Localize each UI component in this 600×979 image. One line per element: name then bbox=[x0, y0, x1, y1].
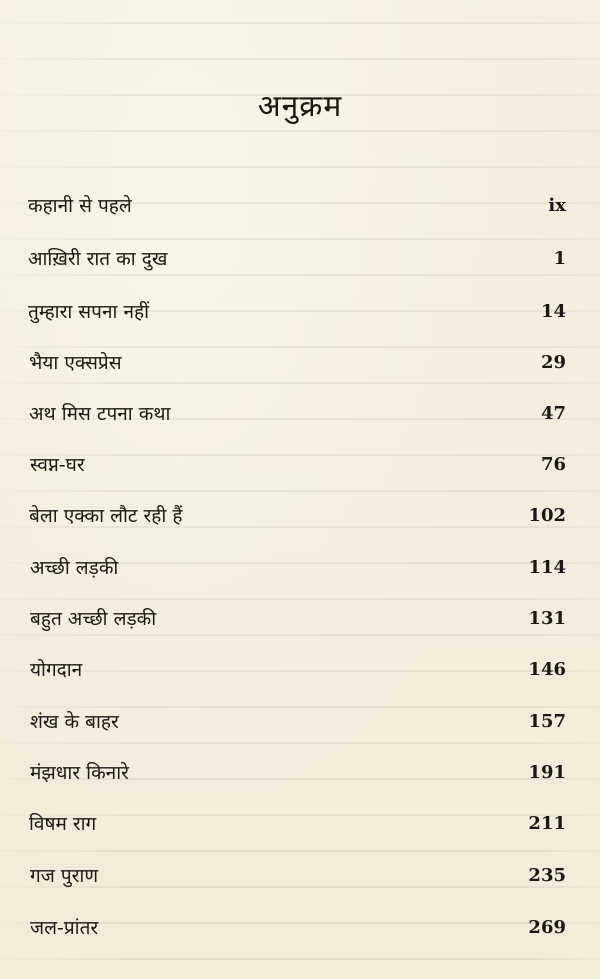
toc-entry bbox=[0, 859, 600, 893]
toc-entry bbox=[0, 911, 600, 945]
toc-entry-title: आख़िरी रात का दुख bbox=[28, 248, 168, 270]
toc-entry-page: 29 bbox=[540, 352, 566, 373]
toc-entry-page: 14 bbox=[540, 301, 566, 322]
toc-entry-title: तुम्हारा सपना नहीं bbox=[28, 301, 150, 323]
toc-entry-page: 102 bbox=[528, 505, 566, 526]
toc-entry-page: 211 bbox=[528, 813, 566, 834]
toc-entry-title: शंख के बाहर bbox=[30, 711, 119, 733]
toc-entry-page: 131 bbox=[528, 608, 566, 629]
toc-entry bbox=[0, 397, 600, 431]
toc-entry bbox=[0, 499, 600, 533]
toc-entry-title: बहुत अच्छी लड़की bbox=[30, 608, 157, 630]
toc-entry bbox=[0, 756, 600, 790]
toc-entry-title: अथ मिस टपना कथा bbox=[29, 403, 171, 425]
toc-entry-title: बेला एक्का लौट रही हैं bbox=[29, 505, 183, 527]
toc-entry bbox=[0, 189, 600, 223]
toc-entry-page: 76 bbox=[540, 454, 566, 475]
toc-entry-page: 191 bbox=[528, 762, 566, 783]
toc-entry bbox=[0, 551, 600, 585]
toc-entry-page: ix bbox=[548, 195, 566, 216]
toc-entry-title: भैया एक्सप्रेस bbox=[29, 352, 122, 374]
toc-entry-page: 157 bbox=[528, 711, 566, 732]
toc-entry-page: 269 bbox=[528, 917, 566, 938]
toc-entry-title: स्वप्न-घर bbox=[30, 454, 85, 476]
toc-entry bbox=[0, 242, 600, 276]
toc-entry bbox=[0, 448, 600, 482]
toc-entry bbox=[0, 295, 600, 329]
toc-entry bbox=[0, 705, 600, 739]
toc-entry-title: गज पुराण bbox=[30, 865, 99, 887]
toc-entry-page: 235 bbox=[528, 865, 566, 886]
toc-entry bbox=[0, 602, 600, 636]
toc-entry-title: अच्छी लड़की bbox=[30, 557, 119, 579]
toc-entry-page: 114 bbox=[528, 557, 566, 578]
toc-entry-page: 1 bbox=[553, 248, 566, 269]
toc-entry-title: मंझधार किनारे bbox=[30, 762, 129, 784]
toc-entry-title: जल-प्रांतर bbox=[30, 917, 99, 939]
page-title: अनुक्रम bbox=[257, 89, 343, 124]
toc-entry-page: 146 bbox=[528, 659, 566, 680]
toc-entry-title: कहानी से पहले bbox=[28, 195, 132, 217]
toc-entry bbox=[0, 807, 600, 841]
toc-entry bbox=[0, 653, 600, 687]
toc-entry-title: विषम राग bbox=[29, 813, 97, 835]
toc-entry-page: 47 bbox=[540, 403, 566, 424]
toc-entry bbox=[0, 346, 600, 380]
toc-entry-title: योगदान bbox=[30, 659, 83, 681]
